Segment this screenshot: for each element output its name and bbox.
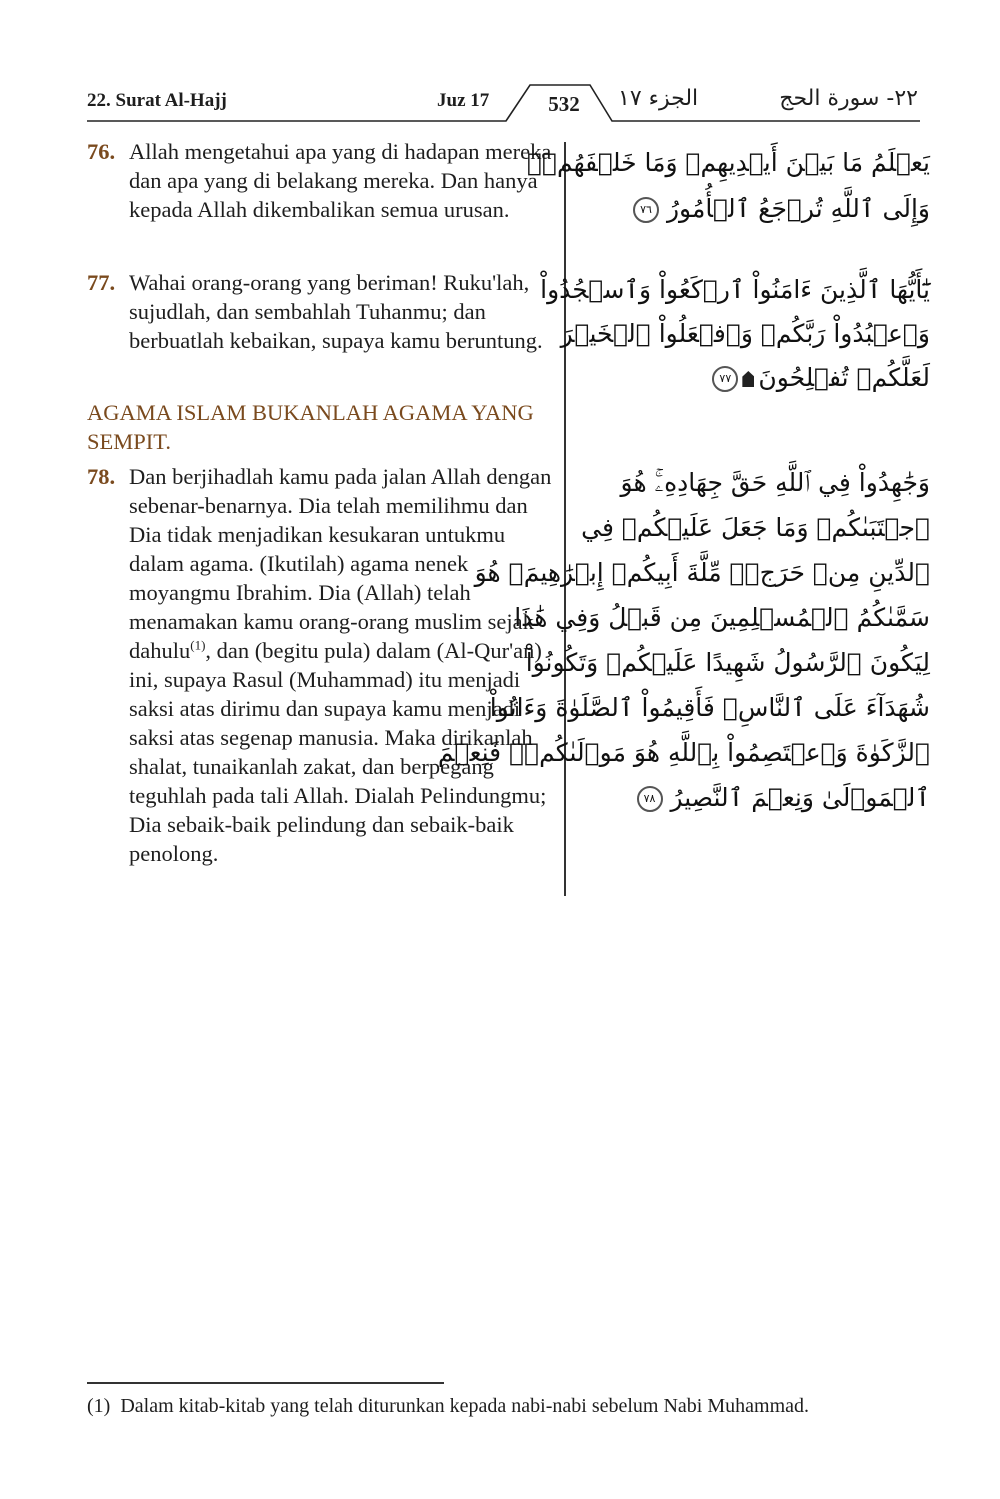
arabic-line: وَٱعۡبُدُواْ رَبَّكُمۡ وَٱفۡعَلُواْ ٱلۡخَيۡرَ (560, 319, 930, 348)
verse-number: 78. (87, 464, 116, 489)
arabic-line: ٱلدِّينِ مِنۡ حَرَجٖۚ مِّلَّةَ أَبِيكُمۡ إِبۡرَٰهِيمَۚ هُوَ (474, 558, 930, 587)
footnote-text: Dalam kitab-kitab yang telah diturunkan kepada nabi-nabi sebelum Nabi Muhammad. (120, 1395, 810, 1417)
arabic-line: ٱلزَّكَوٰةَ وَٱعۡتَصِمُواْ بِٱللَّهِ هُوَ مَوۡلَىٰكُمۡۖ فَنِعۡمَ (437, 738, 930, 767)
footnote-rule (87, 1382, 444, 1384)
arabic-line: يَٰٓأَيُّهَا ٱلَّذِينَ ءَامَنُواْ ٱرۡكَعُواْ وَٱسۡجُدُواْ (540, 275, 930, 304)
page-number: 532 (548, 92, 580, 116)
arabic-line-text: وَإِلَى ٱللَّهِ تُرۡجَعُ ٱلۡأُمُورُ (666, 194, 930, 223)
footnote-number: (1) (87, 1395, 111, 1417)
juz-label-latin: Juz 17 (437, 90, 490, 111)
arabic-line: شُهَدَآءَ عَلَى ٱلنَّاسِۚ فَأَقِيمُواْ ٱلصَّلَوٰةَ وَءَاتُواْ (489, 693, 930, 722)
arabic-line-text: لَعَلَّكُمۡ تُفۡلِحُونَ (758, 363, 930, 392)
arabic-line (600, 356, 930, 400)
page-header (0, 0, 1000, 130)
arabic-line (600, 775, 930, 820)
column-divider (564, 142, 566, 896)
surah-title-latin: 22. Surat Al-Hajj (87, 90, 227, 111)
arabic-line: ٱجۡتَبَىٰكُمۡ وَمَا جَعَلَ عَلَيۡكُمۡ فِي (581, 513, 930, 542)
juz-label-arabic: الجزء ١٧ (618, 86, 699, 111)
arabic-verse-76 (527, 140, 930, 232)
arabic-line: لِيَكُونَ ٱلرَّسُولُ شَهِيدًا عَلَيۡكُمۡ وَتَكُونُواْ (525, 648, 930, 677)
verse-text-part-2: , dan (begitu pula) dalam (Al-Qur'an) ini, supaya Rasul (Muhammad) itu menjadi saksi atas dirimu dan supaya kamu menjadi saksi atas segenap manusia. Maka dirikanlah shalat, tunaikanlah zakat, dan berpegang teguhlah pada tali Allah. Dialah Pelindungmu; Dia sebaik-baik pelindung dan sebaik-baik penolong. (129, 638, 547, 866)
arabic-line: يَعۡلَمُ مَا بَيۡنَ أَيۡدِيهِمۡ وَمَا خَلۡفَهُمۡۚ (527, 148, 930, 177)
section-heading: AGAMA ISLAM BUKANLAH AGAMA YANG SEMPIT. (87, 400, 534, 454)
verse-number: 76. (87, 139, 116, 164)
arabic-line-text: ٱلۡمَوۡلَىٰ وَنِعۡمَ ٱلنَّصِيرُ (670, 783, 930, 812)
verse-text (129, 462, 557, 868)
ayah-end-marker: ٧٨ (637, 786, 663, 812)
surah-title-arabic: ٢٢- سورة الحج (779, 86, 918, 111)
arabic-verse-78 (437, 460, 930, 820)
arabic-line: وَجَٰهِدُواْ فِي ٱللَّهِ حَقَّ جِهَادِهِۦۚ هُوَ (620, 468, 930, 497)
sajda-icon (742, 371, 754, 387)
arabic-line: سَمَّىٰكُمُ ٱلۡمُسۡلِمِينَ مِن قَبۡلُ وَفِي هَٰذَا (514, 603, 930, 632)
verse-text: Allah mengetahui apa yang di hadapan mereka dan apa yang di belakang mereka. Dan hanya kepada Allah dikembalikan semua urusan. (129, 139, 552, 222)
verse-number: 77. (87, 270, 116, 295)
translation-verse-76 (87, 137, 557, 224)
ayah-end-marker: ٧٧ (712, 366, 738, 392)
translation-verse-78 (87, 462, 557, 868)
footnote (87, 1395, 809, 1418)
ayah-end-marker: ٧٦ (633, 197, 659, 223)
verse-text-part-1: Dan berjihadlah kamu pada jalan Allah dengan sebenar-benarnya. Dia telah memilihmu dan Dia tidak menjadikan kesukaran untukmu dalam agama. (Ikutilah) agama nenek moyangmu Ibrahim. Dia (Allah) telah menamakan kamu orang-orang muslim sejak dahulu (129, 464, 552, 663)
translation-verse-77 (87, 268, 557, 355)
arabic-line (600, 186, 930, 232)
arabic-verse-77 (540, 268, 930, 400)
footnote-reference[interactable]: (1) (190, 637, 206, 653)
verse-text: Wahai orang-orang yang beriman! Ruku'lah, sujudlah, dan sembahlah Tuhanmu; dan berbuatlah kebaikan, supaya kamu beruntung. (129, 270, 543, 353)
